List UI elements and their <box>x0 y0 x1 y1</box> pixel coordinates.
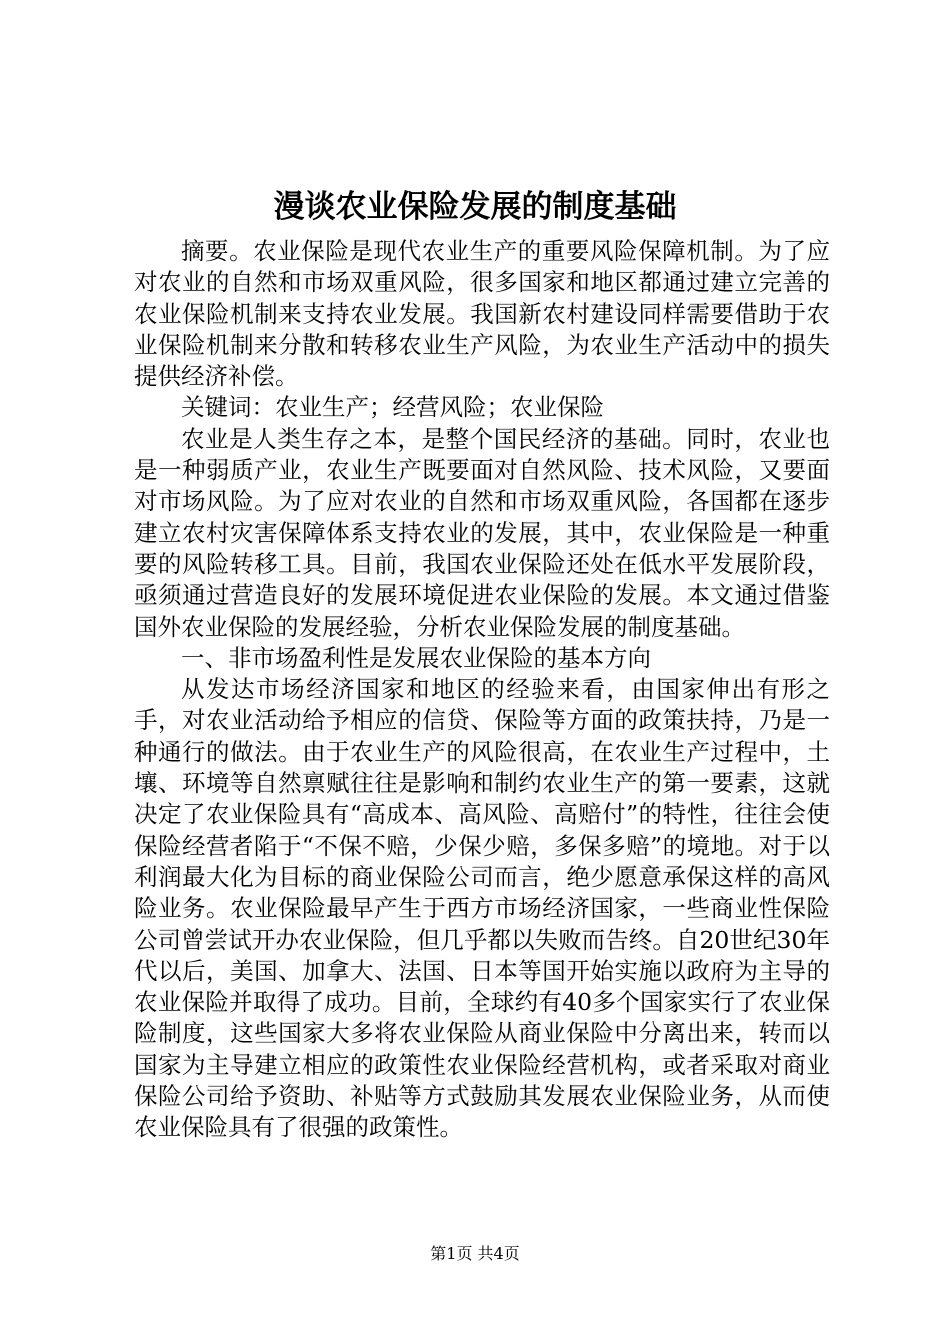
abstract-paragraph: 摘要。农业保险是现代农业生产的重要风险保障机制。为了应对农业的自然和市场双重风险，很多国家和地区都通过建立完善的农业保险机制来支持农业发展。我国新农村建设同样需要借助于农业保险机制来分散和转移农业生产风险，为农业生产活动中的损失提供经济补偿。 <box>134 237 830 391</box>
section-heading: 一、非市场盈利性是发展农业保险的基本方向 <box>181 643 651 672</box>
document-body <box>134 236 830 1144</box>
intro-paragraph: 农业是人类生存之本，是整个国民经济的基础。同时，农业也是一种弱质产业，农业生产既要面对自然风险、技术风险，又要面对市场风险。为了应对农业的自然和市场双重风险，各国都在逐步建立农村灾害保障体系支持农业的发展，其中，农业保险是一种重要的风险转移工具。目前，我国农业保险还处在低水平发展阶段，亟须通过营造良好的发展环境促进农业保险的发展。本文通过借鉴国外农业保险的发展经验，分析农业保险发展的制度基础。 <box>134 424 830 641</box>
document-title: 漫谈农业保险发展的制度基础 <box>273 189 677 225</box>
page-number-footer: 第1页 共4页 <box>430 1244 520 1263</box>
section-paragraph: 从发达市场经济国家和地区的经验来看，由国家伸出有形之手，对农业活动给予相应的信贷、保险等方面的政策扶持，乃是一种通行的做法。由于农业生产的风险很高，在农业生产过程中，土壤、环境等自然禀赋往往是影响和制约农业生产的第一要素，这就决定了农业保险具有“高成本、高风险、高赔付”的特性，往往会使保险经营者陷于“不保不赔，少保少赔，多保多赔”的境地。对于以利润最大化为目标的商业保险公司而言，绝少愿意承保这样的高风险业务。农业保险最早产生于西方市场经济国家，一些商业性保险公司曾尝试开办农业保险，但几乎都以失败而告终。自20世纪30年代以后，美国、加拿大、法国、日本等国开始实施以政府为主导的农业保险并取得了成功。目前，全球约有40多个国家实行了农业保险制度，这些国家大多将农业保险从商业保险中分离出来，转而以国家为主导建立相应的政策性农业保险经营机构，或者采取对商业保险公司给予资助、补贴等方式鼓励其发展农业保险业务，从而使农业保险具有了很强的政策性。 <box>134 675 830 1142</box>
keywords-paragraph: 关键词：农业生产；经营风险；农业保险 <box>181 393 604 422</box>
